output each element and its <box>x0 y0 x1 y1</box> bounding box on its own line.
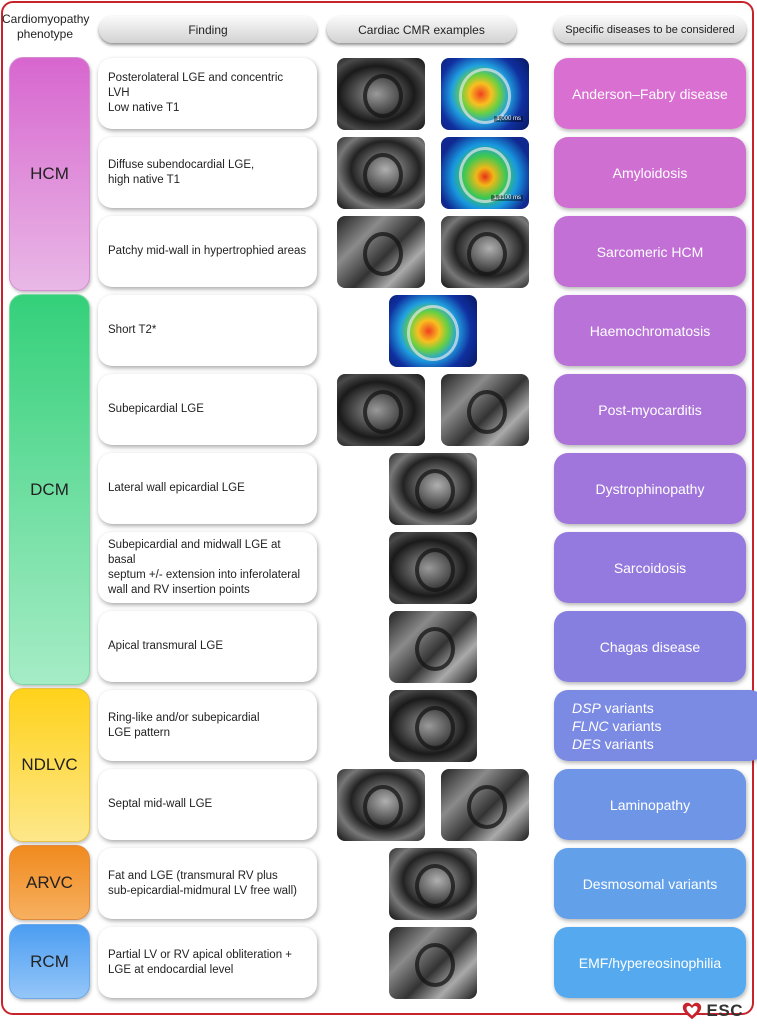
finding-text <box>108 323 156 338</box>
finding-line: Subepicardial and midwall LGE at basal <box>108 538 281 566</box>
disease-name: Desmosomal variants <box>582 875 718 892</box>
cmr-image <box>389 295 477 367</box>
finding-line: Lateral wall epicardial LGE <box>108 482 245 494</box>
myocardium-contour <box>407 305 459 361</box>
gene-name: DES <box>572 735 601 752</box>
finding-text <box>108 402 204 417</box>
finding-line: LGE pattern <box>108 726 171 739</box>
finding-line: Subepicardial LGE <box>108 403 204 415</box>
finding-text <box>108 244 306 259</box>
disease-gene-list <box>572 699 661 753</box>
ventricle-ring <box>415 548 455 592</box>
image-scale-label: 1,000 ms <box>496 116 521 122</box>
phenotype-arvc: ARVC <box>9 845 90 920</box>
disease-name: Amyloidosis <box>612 164 688 181</box>
gene-name: FLNC <box>572 717 609 734</box>
finding-text <box>108 869 297 899</box>
disease-box <box>554 532 746 603</box>
disease-gene-line <box>572 699 661 717</box>
disease-name: Anderson–Fabry disease <box>572 85 728 102</box>
disease-box <box>554 58 746 129</box>
finding-box <box>98 374 317 445</box>
finding-line: sub-epicardial-midmural LV free wall) <box>108 884 297 897</box>
disease-name: Haemochromatosis <box>589 322 711 339</box>
disease-box <box>554 690 757 761</box>
gene-suffix: variants <box>600 735 654 752</box>
gene-suffix: variants <box>608 717 662 734</box>
phenotype-rcm: RCM <box>9 924 90 999</box>
cmr-image <box>441 374 529 446</box>
finding-box <box>98 295 317 366</box>
gene-name: DSP <box>572 699 601 716</box>
ventricle-ring <box>363 74 403 118</box>
ventricle-ring <box>363 390 403 434</box>
esc-logo <box>681 1000 743 1022</box>
finding-box <box>98 216 317 287</box>
finding-box <box>98 137 317 208</box>
header-finding: Finding <box>99 16 317 43</box>
ventricle-ring <box>415 864 455 908</box>
disease-name: Laminopathy <box>609 796 691 813</box>
disease-name: Dystrophinopathy <box>595 480 705 497</box>
finding-line: LGE at endocardial level <box>108 963 234 976</box>
finding-box <box>98 769 317 840</box>
finding-box <box>98 927 317 998</box>
finding-box <box>98 690 317 761</box>
finding-line: Fat and LGE (transmural RV plus <box>108 869 278 882</box>
cmr-image <box>389 453 477 525</box>
finding-line: Septal mid-wall LGE <box>108 798 213 810</box>
cmr-image <box>389 532 477 604</box>
disease-box <box>554 137 746 208</box>
disease-gene-line <box>572 735 661 753</box>
finding-box <box>98 453 317 524</box>
disease-box <box>554 611 746 682</box>
cmr-image <box>389 690 477 762</box>
cmr-image <box>389 848 477 920</box>
ventricle-ring <box>415 627 455 671</box>
disease-name: Post-myocarditis <box>598 401 702 418</box>
ventricle-ring <box>363 232 403 276</box>
finding-box <box>98 58 317 129</box>
ventricle-ring <box>467 785 507 829</box>
phenotype-hcm: HCM <box>9 57 90 291</box>
disease-box <box>554 848 746 919</box>
ventricle-ring <box>415 469 455 513</box>
cmr-image <box>441 769 529 841</box>
disease-name: Sarcoidosis <box>613 559 687 576</box>
phenotype-ndlvc: NDLVC <box>9 688 90 842</box>
disease-box <box>554 374 746 445</box>
disease-box <box>554 453 746 524</box>
finding-text <box>108 481 245 496</box>
cmr-image <box>389 927 477 999</box>
finding-line: Posterolateral LGE and concentric LVH <box>108 72 284 99</box>
finding-line: wall and RV insertion points <box>108 583 250 596</box>
cmr-image <box>441 137 529 209</box>
finding-text <box>108 948 292 978</box>
finding-text <box>108 639 223 654</box>
cmr-image <box>337 216 425 288</box>
disease-box <box>554 295 746 366</box>
finding-text <box>108 71 307 116</box>
finding-line: Ring-like and/or subepicardial <box>108 711 260 724</box>
finding-line: Short T2* <box>108 324 157 336</box>
finding-line: Apical transmural LGE <box>108 640 224 652</box>
image-scale-label: 1,1100 ms <box>493 195 521 201</box>
ventricle-ring <box>363 153 403 197</box>
disease-gene-line <box>572 717 661 735</box>
gene-suffix: variants <box>600 699 654 716</box>
esc-logo-text: ESC <box>706 1001 743 1020</box>
cmr-image <box>441 58 529 130</box>
finding-line: Low native T1 <box>108 102 180 114</box>
disease-box <box>554 769 746 840</box>
finding-text <box>108 158 254 188</box>
finding-line: septum +/- extension into inferolateral <box>108 568 301 581</box>
ventricle-ring <box>467 390 507 434</box>
header-phenotype: Cardiomyopathy phenotype <box>2 12 90 41</box>
cmr-image <box>389 611 477 683</box>
finding-box <box>98 532 317 603</box>
cmr-image <box>441 216 529 288</box>
ventricle-ring <box>415 943 455 987</box>
disease-name: Sarcomeric HCM <box>596 243 704 260</box>
finding-text <box>108 711 260 741</box>
cmr-image <box>337 374 425 446</box>
ventricle-ring <box>363 785 403 829</box>
finding-text <box>108 797 212 812</box>
disease-box <box>554 927 746 998</box>
disease-name: Chagas disease <box>599 638 701 655</box>
finding-text <box>108 538 307 598</box>
finding-box <box>98 611 317 682</box>
phenotype-dcm: DCM <box>9 294 90 685</box>
disease-box <box>554 216 746 287</box>
header-cmr: Cardiac CMR examples <box>327 16 516 43</box>
heart-icon <box>681 1000 703 1022</box>
disease-name: EMF/hypereosinophilia <box>578 954 722 971</box>
header-diseases: Specific diseases to be considered <box>554 16 746 43</box>
cmr-image <box>337 769 425 841</box>
ventricle-ring <box>415 706 455 750</box>
finding-line: high native T1 <box>108 173 181 186</box>
ventricle-ring <box>467 232 507 276</box>
finding-line: Patchy mid-wall in hypertrophied areas <box>108 245 307 257</box>
cmr-image <box>337 137 425 209</box>
cmr-image <box>337 58 425 130</box>
finding-line: Diffuse subendocardial LGE, <box>108 158 255 171</box>
finding-box <box>98 848 317 919</box>
finding-line: Partial LV or RV apical obliteration + <box>108 948 292 961</box>
